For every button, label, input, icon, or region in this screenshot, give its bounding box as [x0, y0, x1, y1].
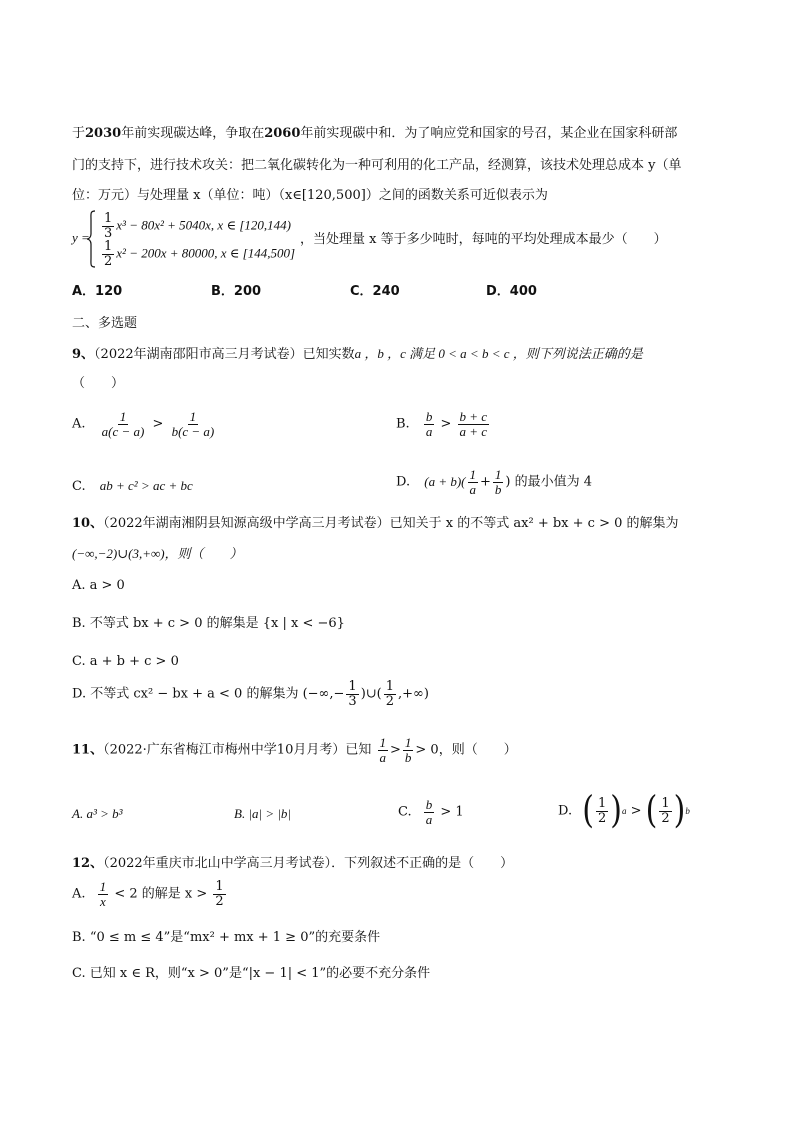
piece-2: $\frac{1}{2}$ x² − 200x + 80000, x ∈ [144,500]	[104, 239, 296, 269]
q10-option-c[interactable]: C. a + b + c > 0	[72, 654, 179, 669]
q8-question: ，当处理量 x 等于多少吨时，每吨的平均处理成本最少（ ）	[300, 232, 667, 247]
q9-paren: （ ）	[72, 376, 125, 391]
q12-option-b[interactable]: B. “0 ≤ m ≤ 4”是“mx² + mx + 1 ≥ 0”的充要条件	[72, 930, 381, 945]
q9-stem: 9、（2022年湖南邵阳市高三月考试卷）已知实数a ，b ，c 满足 0 < a < b < c ，则下列说法正确的是	[72, 346, 643, 362]
q12-option-a[interactable]: A. $\frac{1}{x}$ < 2 的解是 x > $\frac{1}{2}$	[72, 879, 224, 909]
q9-option-b[interactable]: B. $\frac{b}{a}$ > $\frac{b + c}{a + c}$	[396, 409, 488, 439]
q9-option-c[interactable]: C. ab + c² > ac + bc	[72, 478, 193, 494]
q9-option-a[interactable]: A. $\frac{1}{a(c - a)}$ > $\frac{1}{b(c - a)}$	[72, 409, 215, 439]
q10-option-a[interactable]: A. a > 0	[72, 578, 125, 593]
q11-option-b[interactable]: B. |a| > |b|	[234, 806, 292, 821]
section-title: 二、多选题	[72, 316, 138, 331]
piece-1: $\frac{1}{3}$ x³ − 80x² + 5040x, x ∈ [120,144)	[104, 211, 291, 241]
q11-option-d[interactable]: D. ( $\frac{1}{2}$ ) a > ( $\frac{1}{2}$ ) b	[558, 788, 690, 833]
q10-option-d[interactable]: D. 不等式 cx² − bx + a < 0 的解集为 (−∞,− $\frac{1}{3}$ )∪( $\frac{1}{2}$ ,+∞)	[72, 679, 429, 709]
q11-stem: 11、（2022·广东省梅江市梅州中学10月月考）已知 $\frac{1}{a}$ > $\frac{1}{b}$ > 0，则（ ）	[72, 735, 517, 765]
q10-stem: 10、（2022年湖南湘阴县知源高级中学高三月考试卷）已知关于 x 的不等式 ax² + bx + c > 0 的解集为	[72, 516, 679, 531]
intro-line-3: 位：万元）与处理量 x（单位：吨）（x∈[120,500]）之间的函数关系可近似表示为	[72, 188, 548, 203]
intro-line-2: 门的支持下，进行技术攻关：把二氧化碳转化为一种可利用的化工产品，经测算，该技术处理总成本 y（单	[72, 158, 682, 173]
q9-option-d[interactable]: D. (a + b)( $\frac{1}{a}$ + $\frac{1}{b}$ ) 的最小值为 4	[396, 467, 593, 497]
q10-option-b[interactable]: B. 不等式 bx + c > 0 的解集是 {x | x < −6}	[72, 616, 345, 631]
q11-options	[72, 788, 732, 836]
q11-option-a[interactable]: A. a³ > b³	[72, 806, 123, 821]
q12-option-c[interactable]: C. 已知 x ∈ R，则“x > 0”是“|x − 1| < 1”的必要不充分条件	[72, 966, 431, 981]
piecewise-function: y = $\frac{1}{3}$ x³ − 80x² + 5040x, x ∈ [120,144) $\frac{1}{2}$ x² − 200x + 80000, x ∈ [144,500] ，当处理量 x 等于多少吨时，每吨的平均处理成本最少（ ）	[72, 211, 667, 269]
brace-icon	[86, 210, 96, 268]
intro-line-1: 于2030年前实现碳达峰，争取在2060年前实现碳中和．为了响应党和国家的号召，某企业在国家科研部	[72, 126, 678, 141]
q8-option-b[interactable]: B．200	[211, 284, 262, 299]
q8-option-d[interactable]: D．400	[486, 284, 537, 299]
q8-options	[72, 280, 732, 300]
q10-stem-2: (−∞,−2)∪(3,+∞)，则（ ）	[72, 546, 243, 561]
q12-stem: 12、（2022年重庆市北山中学高三月考试卷）．下列叙述不正确的是（ ）	[72, 856, 514, 871]
q11-option-c[interactable]: C. $\frac{b}{a}$ > 1	[398, 797, 464, 827]
q8-option-a[interactable]: A．120	[72, 284, 123, 299]
q8-option-c[interactable]: C．240	[350, 284, 400, 299]
